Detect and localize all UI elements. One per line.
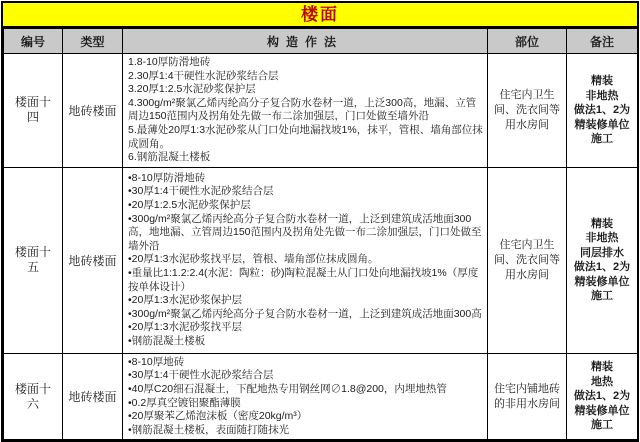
column-header-type: 类型 xyxy=(63,29,123,54)
table-row xyxy=(4,54,638,168)
step-line: •20厚1:3水泥砂浆找平层 xyxy=(128,321,242,334)
note-line: 精装 xyxy=(591,217,613,230)
row-notes xyxy=(567,54,638,168)
row-type: 地砖楼面 xyxy=(63,353,123,440)
note-line: 非地热 xyxy=(585,89,619,102)
step-line: •300g/m²聚氯乙烯丙纶高分子复合防水卷材一道，上泛到建筑成活地面300高，地地漏、立管周边150范围内及拐角处先做一布二涂加强层，门口处做至墙外沿 xyxy=(128,212,482,252)
note-line: 做法1、2为 xyxy=(573,261,631,274)
row-steps xyxy=(123,353,488,440)
row-notes xyxy=(567,167,638,353)
row-steps xyxy=(123,167,488,353)
step-line: 5.最薄处20厚1:3水泥砂浆从门口处向地漏找坡1%，抹平，管根、墙角部位抹成圆角。 xyxy=(128,123,483,150)
step-line: •0.2厚真空镀铝聚酯薄膜 xyxy=(128,396,241,409)
step-line: •20厚聚苯乙烯泡沫板（密度20kg/m³） xyxy=(128,410,308,423)
step-line: •300g/m²聚氯乙烯丙纶高分子复合防水卷材一道，上泛到建筑成活地面300高 xyxy=(128,307,482,320)
step-line: •钢筋混凝土楼板，表面随打随抹光 xyxy=(128,423,290,436)
row-location: 住宅内卫生间、洗衣间等用水房间 xyxy=(488,167,567,353)
note-line: 施工 xyxy=(591,133,613,146)
column-header-notes: 备注 xyxy=(567,29,638,54)
note-line: 同层排水 xyxy=(580,246,624,259)
step-line: 2.30厚1:4干硬性水泥砂浆结合层 xyxy=(128,69,279,82)
row-type: 地砖楼面 xyxy=(63,167,123,353)
row-location: 住宅内铺地砖的非用水房间 xyxy=(488,353,567,440)
step-line: •30厚1:4干硬性水泥砂浆结合层 xyxy=(128,369,274,382)
step-line: 1.8-10厚防滑地砖 xyxy=(128,56,211,68)
note-line: 施工 xyxy=(591,419,613,432)
column-header-location: 部位 xyxy=(488,29,567,54)
note-line: 精装 xyxy=(591,75,613,88)
note-line: 非地热 xyxy=(585,232,619,245)
step-line: •20厚1:3水泥砂浆保护层 xyxy=(128,294,242,307)
row-id: 楼面十五 xyxy=(4,167,63,353)
note-line: 精装 xyxy=(591,361,613,374)
step-line: •8-10厚防滑地砖 xyxy=(128,171,206,184)
table-row xyxy=(4,167,638,353)
note-line: 做法1、2为 xyxy=(573,390,631,403)
row-id: 楼面十四 xyxy=(4,54,63,168)
note-line: 精装修单位 xyxy=(574,275,630,288)
note-line: 做法1、2为 xyxy=(573,104,631,117)
step-line: •40厚C20细石混凝土，下配地热专用钢丝网∅1.8@200，内埋地热管 xyxy=(128,382,447,395)
column-header-id: 编号 xyxy=(4,29,63,54)
row-type: 地砖楼面 xyxy=(63,54,123,168)
note-line: 施工 xyxy=(591,290,613,303)
row-notes xyxy=(567,353,638,440)
note-line: 精装修单位 xyxy=(574,404,630,417)
table-row xyxy=(4,353,638,440)
step-line: •30厚1:4干硬性水泥砂浆结合层 xyxy=(128,185,274,198)
step-line: 3.20厚1:2.5水泥砂浆保护层 xyxy=(128,83,256,96)
sheet-title: 楼面 xyxy=(3,3,637,28)
step-line: •8-10厚地砖 xyxy=(128,355,185,368)
spec-table xyxy=(3,28,638,440)
step-line: •钢筋混凝土楼板 xyxy=(128,335,206,348)
step-line: 4.300g/m²聚氯乙烯丙纶高分子复合防水卷材一道，上泛300高，地漏、立管周边150范围内及拐角处先做一布二涂加强层，门口处做至墙外沿 xyxy=(128,96,477,123)
step-line: 6.钢筋混凝土楼板 xyxy=(128,151,211,164)
column-header-steps: 构造作法 xyxy=(123,29,488,54)
spec-sheet xyxy=(1,1,639,442)
note-line: 地热 xyxy=(591,375,613,388)
row-steps xyxy=(123,54,488,168)
step-line: •重量比1:1.2:2.4(水泥：陶粒：砂)陶粒混凝土从门口处向地漏找坡1%（厚度按单体设计） xyxy=(128,267,479,293)
row-id: 楼面十六 xyxy=(4,353,63,440)
step-line: •20厚1:3水泥砂浆找平层，管根、墙角部位抹成圆角。 xyxy=(128,253,379,266)
header-row xyxy=(4,29,638,54)
step-line: •20厚1:2.5水泥砂浆保护层 xyxy=(128,199,251,212)
note-line: 精装修单位 xyxy=(574,118,630,131)
row-location: 住宅内卫生间、洗衣间等用水房间 xyxy=(488,54,567,168)
